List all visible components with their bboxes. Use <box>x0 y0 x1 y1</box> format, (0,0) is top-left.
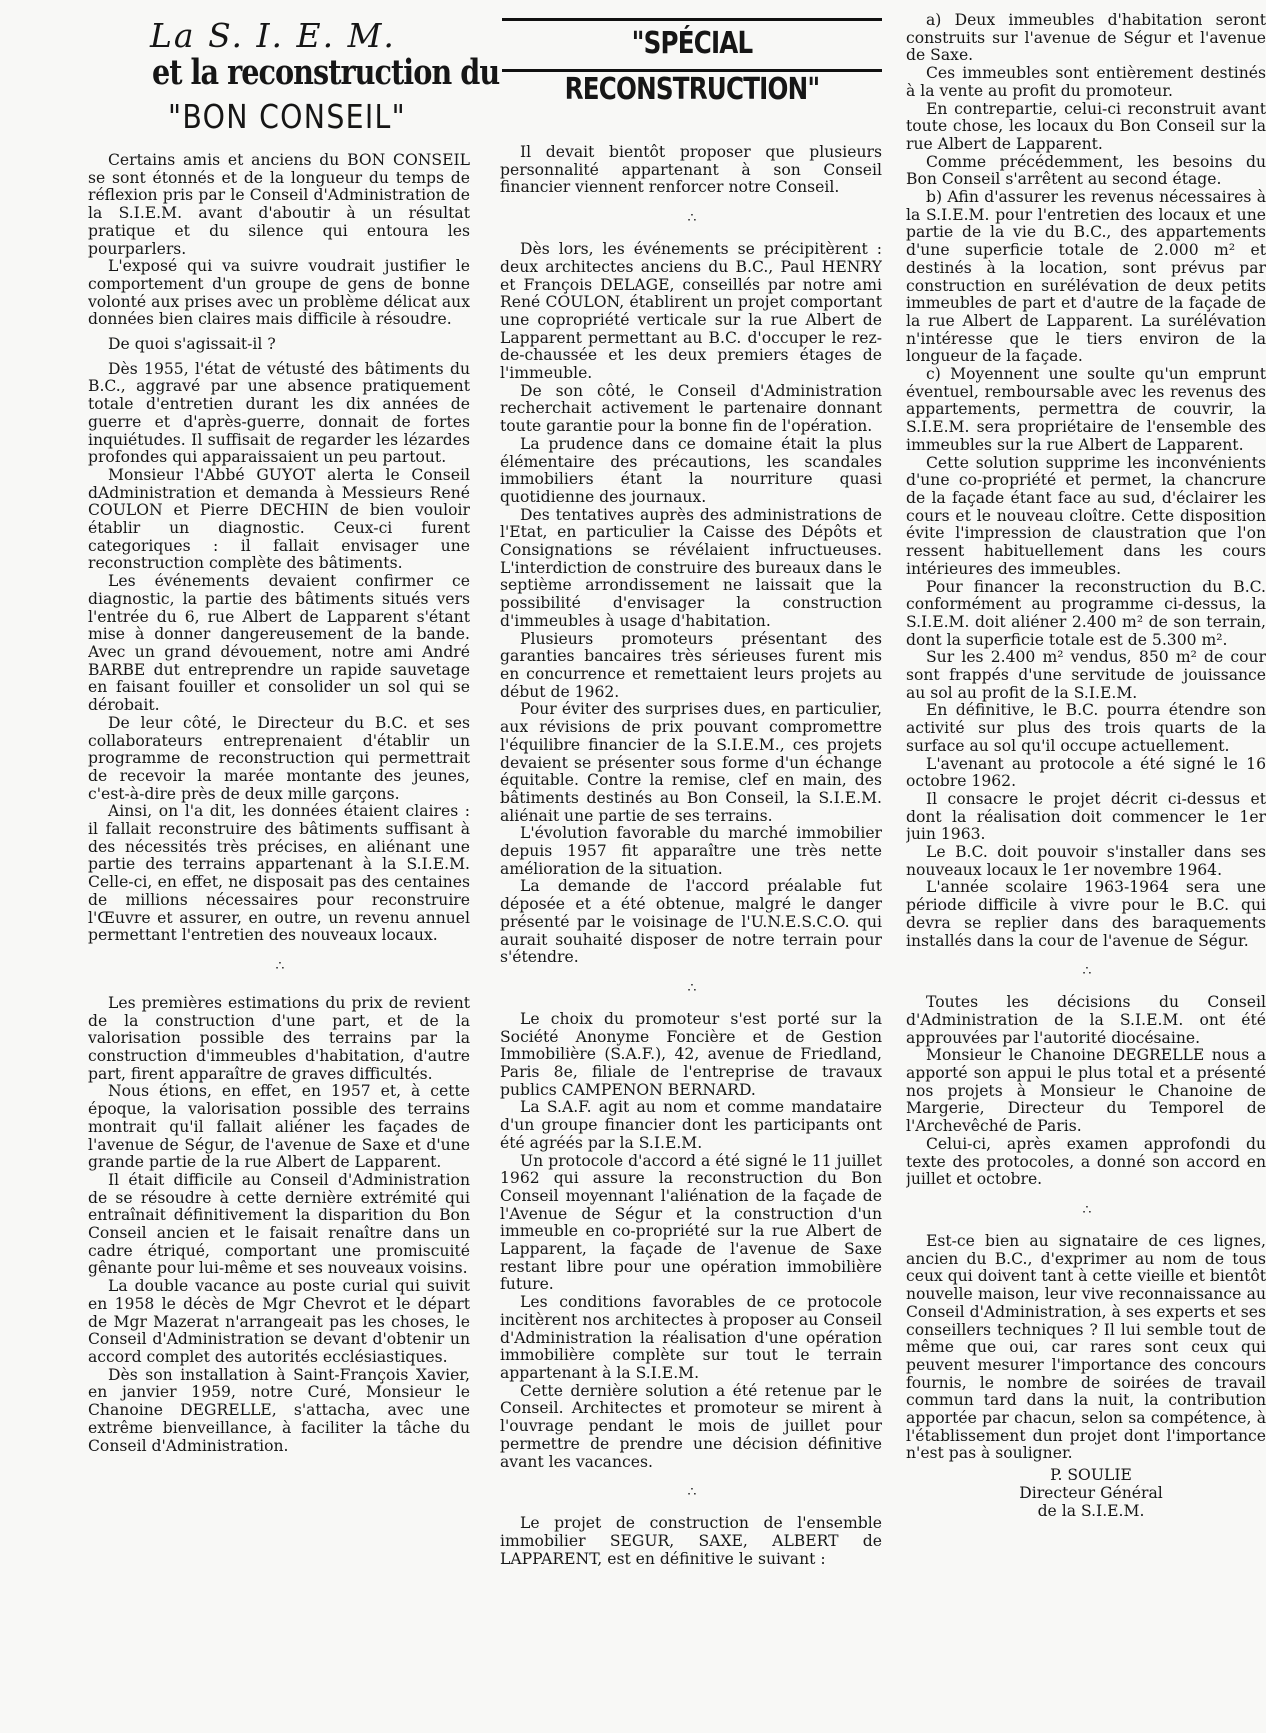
signature-role: Directeur Général <box>1019 1483 1163 1502</box>
paragraph: Comme précédemment, les besoins du Bon Conseil s'arrêtent au second étage. <box>906 152 1266 189</box>
paragraph: En contrepartie, celui-ci reconstruit avant toute chose, les locaux du Bon Conseil sur la rue Albert de Lapparent. <box>906 99 1266 153</box>
paragraph: Un protocole d'accord a été signé le 11 juillet 1962 qui assure la reconstruction du Bon Conseil moyennant l'aliénation de la façade de l'Avenue de Ségur et la construction d'un immeuble en co-propriété sur la rue Albert de Lapparent, la façade de l'avenue de Saxe restant libre pour une opération immobilière future. <box>500 1151 882 1294</box>
paragraph: Toutes les décisions du Conseil d'Administration de la S.I.E.M. ont été approuvées par l'autorité diocésaine. <box>906 993 1266 1047</box>
paragraph: Cette solution supprime les inconvénients d'une co-propriété et permet, la chancrure de la façade étant face au sud, d'éclairer les cours et le nouveau cloître. Cette disposition évite l'impression de claustration que l'on ressent habituellement dans les cours intérieures des immeubles. <box>906 453 1266 578</box>
column-1 <box>88 0 470 1455</box>
header-line-reconstruction: et la reconstruction du <box>152 52 500 93</box>
paragraph: Dès son installation à Saint-François Xavier, en janvier 1959, notre Curé, Monsieur le Chanoine DEGRELLE, s'attacha, avec une extrême bienveillance, à faciliter la tâche du Conseil d'Administration. <box>88 1365 470 1455</box>
paragraph: Monsieur le Chanoine DEGRELLE nous a apporté son appui le plus total et a présenté nos projets à Monsieur le Chanoine de Margerie, Directeur du Temporel de l'Archevêché de Paris. <box>906 1046 1266 1136</box>
paragraph: Les premières estimations du prix de revient de la construction d'une part, et de la valorisation possible des terrains par la construction d'immeubles d'habitation, d'autre part, firent apparaître de graves difficultés. <box>88 993 470 1083</box>
paragraph: Il devait bientôt proposer que plusieurs personnalité appartenant à son Conseil financier viennent renforcer notre Conseil. <box>500 143 882 197</box>
paragraph: Le B.C. doit pouvoir s'installer dans ses nouveaux locaux le 1er novembre 1964. <box>906 843 1266 879</box>
paragraph: Certains amis et anciens du BON CONSEIL se sont étonnés et de la longueur du temps de réflexion pris par le Conseil d'Administration de la S.I.E.M. avant d'aboutir à un résultat pratique et du silence qui entoura les pourparlers. <box>88 151 470 258</box>
paragraph: L'année scolaire 1963-1964 sera une période difficile à vivre pour le B.C. qui devra se replier dans des baraquements installés dans la cour de l'avenue de Ségur. <box>906 878 1266 950</box>
paragraph: Dès 1955, l'état de vétusté des bâtiments du B.C., aggravé par une absence pratiquement totale d'entretien durant les dix années de guerre et d'après-guerre, donnait de fortes inquiétudes. Il suffisait de regarder les lézardes profondes qui apparaissaient un peu partout. <box>88 359 470 467</box>
paragraph: La demande de l'accord préalable fut déposée et a été obtenue, malgré le danger présenté par le voisinage de l'U.N.E.S.C.O. qui aurait souhaité disposer de notre terrain pour s'étendre. <box>500 877 882 967</box>
paragraph: c) Moyennent une soulte qu'un emprunt éventuel, remboursable avec les revenus des appartements, permettra de couvrir, la S.I.E.M. sera propriétaire de l'ensemble des immeubles sur la rue Albert de Lapparent. <box>906 365 1266 454</box>
section-separator: ∴ <box>687 210 695 227</box>
banner-text: "SPÉCIAL RECONSTRUCTION" <box>564 26 820 107</box>
signature-name: P. SOULIE <box>1050 1466 1132 1485</box>
paragraph: Ces immeubles sont entièrement destinés à la vente au profit du promoteur. <box>906 64 1266 100</box>
paragraph: Dès lors, les événements se précipitèrent : deux architectes anciens du B.C., Paul HENRY et François DELAGE, conseillés par notre ami René COULON, établirent un projet comportant une copropriété verticale sur la rue Albert de Lapparent permettant au B.C. d'occuper le rez-de-chaussée et les deux premiers étages de l'immeuble. <box>500 240 882 383</box>
paragraph: Ainsi, on l'a dit, les données étaient claires : il fallait reconstruire des bâtiments suffisant à des nécessités très précises, en aliénant une partie des terrains appartenant à la S.I.E.M. Celle-ci, en effet, ne disposait pas des centaines de millions nécessaires pour reconstruire l'Œuvre et assurer, en outre, un revenu annuel permettant l'entretien des nouveaux locaux. <box>88 802 470 945</box>
paragraph: De quoi s'agissait-il ? <box>108 335 276 354</box>
section-separator: ∴ <box>1082 963 1090 980</box>
paragraph: Celui-ci, après examen approfondi du texte des protocoles, a donné son accord en juillet et octobre. <box>906 1134 1266 1189</box>
section-separator: ∴ <box>687 979 695 996</box>
section-separator: ∴ <box>275 957 283 974</box>
signature-org: de la S.I.E.M. <box>1037 1501 1145 1520</box>
paragraph: Plusieurs promoteurs présentant des garanties bancaires très sérieuses furent mis en concurrence et remettaient leurs projets au début de 1962. <box>500 629 882 701</box>
paragraph: b) Afin d'assurer les revenus nécessaires à la S.I.E.M. pour l'entretien des locaux et une partie de la vie du B.C., des appartements d'une superficie totale de 2.000 m² et destinés à la location, sont prévus par construction en surélévation de deux petits immeubles de part et d'autre de la façade de la rue Albert de Lapparent. La surélévation n'intéresse que le tiers environ de la longueur de la façade. <box>906 188 1266 366</box>
section-separator: ∴ <box>1082 1202 1090 1218</box>
paragraph: Pour éviter des surprises dues, en particulier, aux révisions de prix pouvant compromettre l'équilibre financier de la S.I.E.M., ces projets devaient se présenter sous forme d'un échange équitable. Contre la remise, clef en main, des bâtiments destinés au Bon Conseil, la S.I.E.M. aliénait une partie de ses terrains. <box>500 700 882 825</box>
paragraph: Cette dernière solution a été retenue par le Conseil. Architectes et promoteur se mirent à l'ouvrage pendant le mois de juillet pour permettre de prendre une décision définitive avant les vacances. <box>500 1381 882 1471</box>
header-line-bon-conseil: "BON CONSEIL" <box>168 97 406 136</box>
paragraph: Le projet de construction de l'ensemble immobilier SEGUR, SAXE, ALBERT de LAPPARENT, est en définitive le suivant : <box>500 1514 882 1568</box>
paragraph: L'avenant au protocole a été signé le 16 octobre 1962. <box>906 754 1266 791</box>
paragraph: a) Deux immeubles d'habitation seront construits sur l'avenue de Ségur et l'avenue de Saxe. <box>906 11 1266 65</box>
paragraph: Les conditions favorables de ce protocole incitèrent nos architectes à proposer au Conseil d'Administration la réalisation d'une opération immobilière complète sur tout le terrain appartenant à la S.I.E.M. <box>500 1293 882 1382</box>
paragraph: L'évolution favorable du marché immobilier depuis 1957 fit apparaître une très nette amélioration de la situation. <box>500 824 882 878</box>
section-separator: ∴ <box>687 1484 695 1501</box>
paragraph: Le choix du promoteur s'est porté sur la Société Anonyme Foncière et de Gestion Immobilière (S.A.F.), 42, avenue de Friedland, Paris 8e, filiale de l'entreprise de travaux publics CAMPENON BERNARD. <box>500 1009 882 1099</box>
column-3 <box>906 0 1266 1520</box>
paragraph: La prudence dans ce domaine était la plus élémentaire des précautions, les scandales immobiliers étant la nourriture quasi quotidienne des journaux. <box>500 434 882 506</box>
paragraph: La double vacance au poste curial qui suivit en 1958 le décès de Mgr Chevrot et le départ de Mgr Mazerat n'arrangeait pas les choses, le Conseil d'Administration se devant d'obtenir un accord complet des autorités ecclésiastiques. <box>88 1277 470 1366</box>
paragraph: Il consacre le projet décrit ci-dessus et dont la réalisation doit commencer le 1er juin 1963. <box>906 789 1266 844</box>
paragraph: Pour financer la reconstruction du B.C. conformément au programme ci-dessus, la S.I.E.M. doit aliéner 2.400 m² de son terrain, dont la superficie totale est de 5.300 m². <box>906 577 1266 649</box>
column-2 <box>500 0 882 1568</box>
signature-block <box>1016 1467 1166 1520</box>
header-line-siem: La S. I. E. M. <box>150 16 396 55</box>
paragraph: L'exposé qui va suivre voudrait justifier le comportement d'un groupe de gens de bonne volonté aux prises avec un problème délicat aux données bien claires mais difficile à résoudre. <box>88 257 470 329</box>
paragraph: Monsieur l'Abbé GUYOT alerta le Conseil dAdministration et demanda à Messieurs René COULON et Pierre DECHIN de bien vouloir établir un diagnostic. Ceux-ci furent categoriques : il fallait envisager une reconstruction complète des bâtiments. <box>88 465 470 573</box>
paragraph: Des tentatives auprès des administrations de l'Etat, en particulier la Caisse des Dépôts et Consignations se révélaient infructueuses. L'interdiction de construire des bureaux dans le septième arrondissement ne laissait que la possibilité d'envisager la construction d'immeubles à usage d'habitation. <box>500 505 882 630</box>
paragraph: Nous étions, en effet, en 1957 et, à cette époque, la valorisation possible des terrains montrait qu'il fallait aliéner les façades de l'avenue de Ségur, de l'avenue de Saxe et d'une grande partie de la rue Albert de Lapparent. <box>88 1082 470 1172</box>
paragraph: Il était difficile au Conseil d'Administration de se résoudre à cette dernière extrémité qui entraînait définitivement la disparition du Bon Conseil ancien et le faisait renaître dans un cadre étriqué, comportant une promiscuité gênante pour lui-même et ses nouveaux voisins. <box>88 1170 470 1278</box>
paragraph: Sur les 2.400 m² vendus, 850 m² de cour sont frappés d'une servitude de jouissance au sol au profit de la S.I.E.M. <box>906 648 1266 702</box>
paragraph: Est-ce bien au signataire de ces lignes, ancien du B.C., d'exprimer au nom de tous ceux qui doivent tant à cette vieille et bientôt nouvelle maison, leur vive reconnaissance au Conseil d'Administration, à ses experts et ses conseillers techniques ? Il lui semble tout de même que oui, car rares sont ceux qui peuvent mesurer l'importance des concours fournis, le nombre de soirées de travail commun tard dans la nuit, la contribution apportée par chacun, selon sa compétence, à l'établissement dun projet dont l'importance n'est pas à souligner. <box>906 1232 1266 1463</box>
paragraph: Les événements devaient confirmer ce diagnostic, la partie des bâtiments situés vers l'entrée du 6, rue Albert de Lapparent s'étant mise à donner dangereusement de la bande. Avec un grand dévouement, notre ami André BARBE dut entreprendre un rapide sauvetage en faisant fouiller et consolider un sol qui se dérobait. <box>88 572 470 715</box>
paragraph: De son côté, le Conseil d'Administration recherchait activement le partenaire donnant toute garantie pour la bonne fin de l'opération. <box>500 381 882 436</box>
paragraph: En définitive, le B.C. pourra étendre son activité sur plus des trois quarts de la surface au sol qu'il occupe actuellement. <box>906 701 1266 755</box>
paragraph: De leur côté, le Directeur du B.C. et ses collaborateurs entreprenaient d'établir un programme de reconstruction qui permettrait de recevoir la marée montante des jeunes, c'est-à-dire près de deux mille garçons. <box>88 713 470 803</box>
paragraph: La S.A.F. agit au nom et comme mandataire d'un groupe financier dont les participants ont été agréés par la S.I.E.M. <box>500 1098 882 1152</box>
